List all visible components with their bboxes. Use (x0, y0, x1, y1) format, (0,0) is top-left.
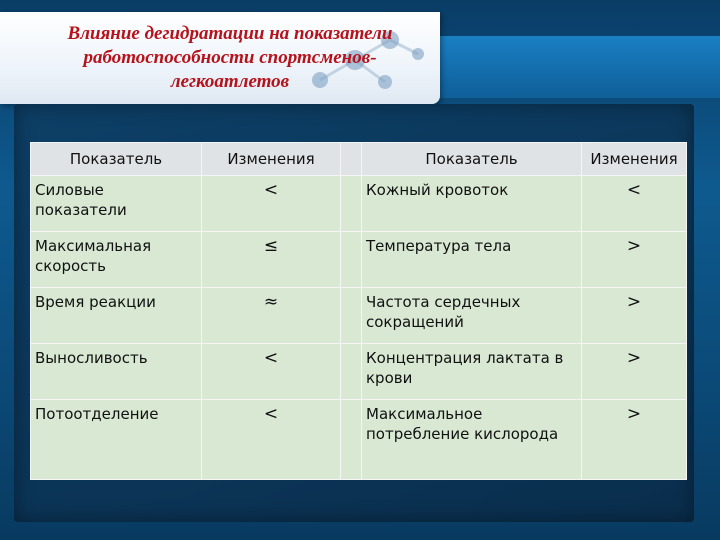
dehydration-table (30, 142, 686, 480)
right-indicator-cell: Максимальное потребление кислорода (362, 400, 582, 480)
table-header-row (31, 143, 687, 176)
table-row (31, 176, 687, 232)
header-indicator-left: Показатель (31, 143, 202, 176)
right-change-cell: > (582, 288, 687, 344)
right-change-cell: > (582, 344, 687, 400)
right-indicator-cell: Концентрация лактата в крови (362, 344, 582, 400)
left-indicator-cell: Время реакции (31, 288, 202, 344)
left-indicator-cell: Выносливость (31, 344, 202, 400)
header-change-right: Изменения (582, 143, 687, 176)
left-change-cell: < (202, 176, 341, 232)
right-indicator-cell: Кожный кровоток (362, 176, 582, 232)
right-indicator-cell: Частота сердечных сокращений (362, 288, 582, 344)
table-row (31, 288, 687, 344)
table-row (31, 232, 687, 288)
table-row (31, 344, 687, 400)
spacer-cell (341, 288, 362, 344)
left-indicator-cell: Потоотделение (31, 400, 202, 480)
slide-title: Влияние дегидратации на показатели работоспособности спортсменов-легкоатлетов (67, 23, 393, 92)
left-indicator-cell: Силовые показатели (31, 176, 202, 232)
right-indicator-cell: Температура тела (362, 232, 582, 288)
header-band (430, 36, 720, 98)
spacer-cell (341, 232, 362, 288)
right-change-cell: > (582, 400, 687, 480)
left-change-cell: < (202, 344, 341, 400)
spacer-cell (341, 176, 362, 232)
left-change-cell: ≈ (202, 288, 341, 344)
right-change-cell: < (582, 176, 687, 232)
header-spacer (341, 143, 362, 176)
table-row (31, 400, 687, 480)
left-indicator-cell: Максимальная скорость (31, 232, 202, 288)
header-indicator-right: Показатель (362, 143, 582, 176)
right-change-cell: > (582, 232, 687, 288)
spacer-cell (341, 400, 362, 480)
left-change-cell: < (202, 400, 341, 480)
spacer-cell (341, 344, 362, 400)
left-change-cell: ≤ (202, 232, 341, 288)
header-change-left: Изменения (202, 143, 341, 176)
